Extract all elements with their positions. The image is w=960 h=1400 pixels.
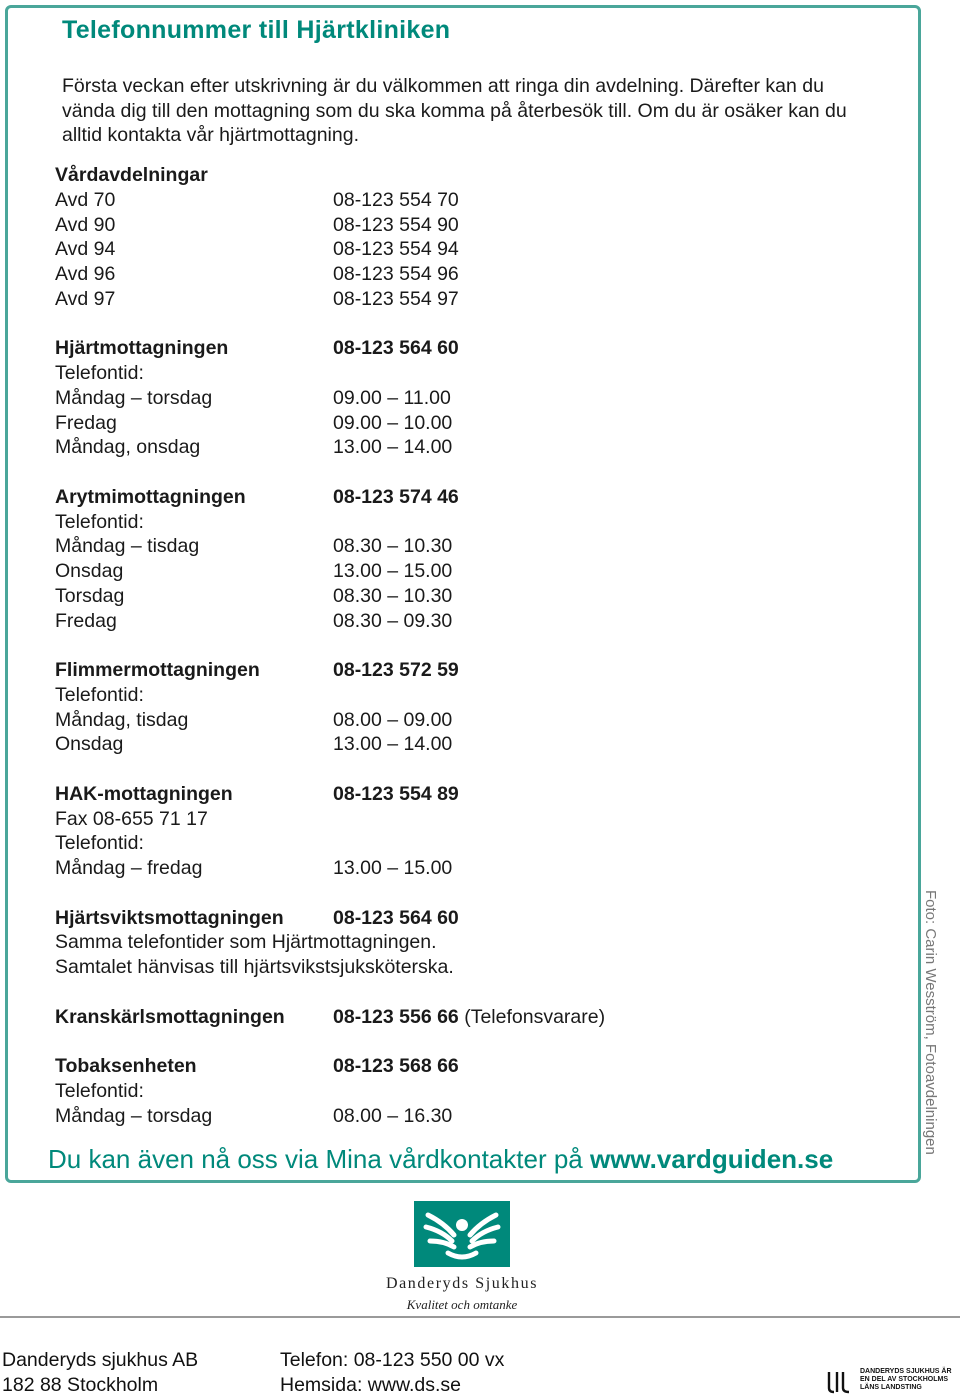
sll-text <box>860 1368 952 1392</box>
row-label: Fredag <box>55 411 117 434</box>
row-value <box>333 584 452 608</box>
row-value-text: 08-123 564 60 <box>333 337 459 360</box>
row-value <box>333 386 451 410</box>
row-value-text: 13.00 – 15.00 <box>333 560 453 582</box>
footer-address: 182 88 Stockholm <box>2 1374 159 1396</box>
row-label: Hjärtmottagningen <box>55 337 229 360</box>
row-value-text: 08.00 – 09.00 <box>333 708 453 731</box>
intro-text: Första veckan efter utskrivning är du välkommen att ringa din avdelning. Därefter kan du vända dig till den mottagning som du ska komma på återbesök till. Om du är osäker kan du alltid kontakta vår hjärtmottagning. <box>62 75 847 146</box>
row-value <box>333 708 452 732</box>
row-label: Måndag – torsdag <box>55 1104 213 1127</box>
row-label: Torsdag <box>55 584 125 607</box>
row-label: Samma telefontider som Hjärtmottagningen. <box>55 931 437 954</box>
row-label: Kranskärlsmottagningen <box>55 1005 285 1028</box>
row-label: Arytmimottagningen <box>55 485 246 508</box>
row-label: Telefontid: <box>55 362 144 384</box>
hospital-tagline: Kvalitet och omtanke <box>406 1297 518 1312</box>
row-value-text: 09.00 – 10.00 <box>333 411 453 434</box>
row-value <box>333 287 459 311</box>
row-label: Avd 97 <box>55 287 116 310</box>
row-value <box>333 559 452 583</box>
row-value <box>333 213 459 237</box>
row-value-text: 09.00 – 11.00 <box>333 386 451 409</box>
sll-line-1: DANDERYDS SJUKHUS ÄR <box>860 1368 952 1375</box>
sll-line-3: LÄNS LANDSTING <box>860 1384 922 1391</box>
row-value <box>333 188 459 212</box>
row-value <box>333 485 459 509</box>
row-value <box>333 1005 605 1029</box>
row-value <box>333 1104 452 1128</box>
row-value-text: 08-123 556 66 <box>333 1005 459 1028</box>
row-value <box>333 411 452 435</box>
row-label: Flimmermottagningen <box>55 659 260 681</box>
web-info <box>48 1144 833 1175</box>
row-value-text: 08-123 554 97 <box>333 287 459 310</box>
row-value-text: 08-123 572 59 <box>333 659 459 681</box>
row-note: (Telefonsvarare) <box>458 1005 606 1028</box>
row-value-text: 08-123 564 60 <box>333 906 459 929</box>
row-label: Telefontid: <box>55 510 144 533</box>
sll-line-2: EN DEL AV STOCKHOLMS <box>860 1376 949 1383</box>
photo-credit: Foto: Carin Wesström, Fotoavdelningen <box>922 890 939 1155</box>
row-label: Måndag, tisdag <box>55 708 189 731</box>
row-label: Avd 94 <box>55 238 116 261</box>
row-label: Avd 90 <box>55 213 116 236</box>
row-value-text: 08.30 – 09.30 <box>333 609 453 632</box>
row-value <box>333 732 452 756</box>
row-value <box>333 782 459 806</box>
row-value <box>333 534 452 558</box>
row-value-text: 13.00 – 15.00 <box>333 857 453 879</box>
row-label: Vårdavdelningar <box>55 164 208 186</box>
row-value-text: 08.00 – 16.30 <box>333 1104 453 1127</box>
row-label: Onsdag <box>55 733 124 756</box>
row-value-text: 13.00 – 14.00 <box>333 436 453 459</box>
row-label: Avd 70 <box>55 188 116 211</box>
page-title: Telefonnummer till Hjärtkliniken <box>62 16 451 44</box>
row-value-text: 08-123 554 90 <box>333 213 459 236</box>
hands-logo-icon <box>414 1201 510 1267</box>
row-value <box>333 658 459 682</box>
vardguiden-link[interactable]: www.vardguiden.se <box>589 1144 834 1174</box>
row-value-text: 08-123 554 89 <box>333 782 459 805</box>
row-label: Telefontid: <box>55 683 144 706</box>
row-value <box>333 336 459 360</box>
row-value-text: 08-123 574 46 <box>333 485 459 508</box>
row-label: Telefontid: <box>55 832 144 855</box>
row-value <box>333 856 452 880</box>
row-value <box>333 1054 459 1078</box>
row-label: Tobaksenheten <box>55 1055 197 1077</box>
row-value <box>333 262 459 286</box>
row-value-text: 08-123 554 96 <box>333 263 459 285</box>
row-value-text: 13.00 – 14.00 <box>333 733 453 756</box>
row-label: Onsdag <box>55 560 124 582</box>
row-value <box>333 435 452 459</box>
footer-phone: Telefon: 08-123 550 00 vx <box>280 1349 505 1371</box>
row-value-text: 08.30 – 10.30 <box>333 584 453 607</box>
row-label: Samtalet hänvisas till hjärtsvikstsjuksköterska. <box>55 956 454 978</box>
row-label: HAK-mottagningen <box>55 782 233 805</box>
row-value <box>333 906 459 930</box>
row-label: Måndag – tisdag <box>55 535 200 558</box>
row-label: Måndag, onsdag <box>55 436 201 459</box>
row-value <box>333 237 459 261</box>
web-info-text: Du kan även nå oss via Mina vårdkontakter på <box>48 1144 590 1174</box>
row-value-text: 08-123 568 66 <box>333 1055 459 1077</box>
row-label: Måndag – fredag <box>55 857 203 879</box>
sll-logo-icon <box>826 1370 852 1394</box>
row-label: Fredag <box>55 609 117 632</box>
hospital-name: Danderyds Sjukhus <box>385 1275 539 1292</box>
row-value-text: 08-123 554 94 <box>333 238 459 261</box>
row-value <box>333 609 452 633</box>
row-label: Avd 96 <box>55 263 116 285</box>
footer-divider <box>0 1316 960 1318</box>
row-label: Telefontid: <box>55 1079 144 1102</box>
footer-website[interactable]: Hemsida: www.ds.se <box>280 1374 461 1396</box>
row-label: Fax 08-655 71 17 <box>55 807 208 830</box>
row-label: Måndag – torsdag <box>55 386 213 409</box>
footer-company: Danderyds sjukhus AB <box>2 1349 199 1371</box>
row-label: Hjärtsviktsmottagningen <box>55 906 284 929</box>
row-value-text: 08-123 554 70 <box>333 188 459 211</box>
row-value-text: 08.30 – 10.30 <box>333 535 453 558</box>
